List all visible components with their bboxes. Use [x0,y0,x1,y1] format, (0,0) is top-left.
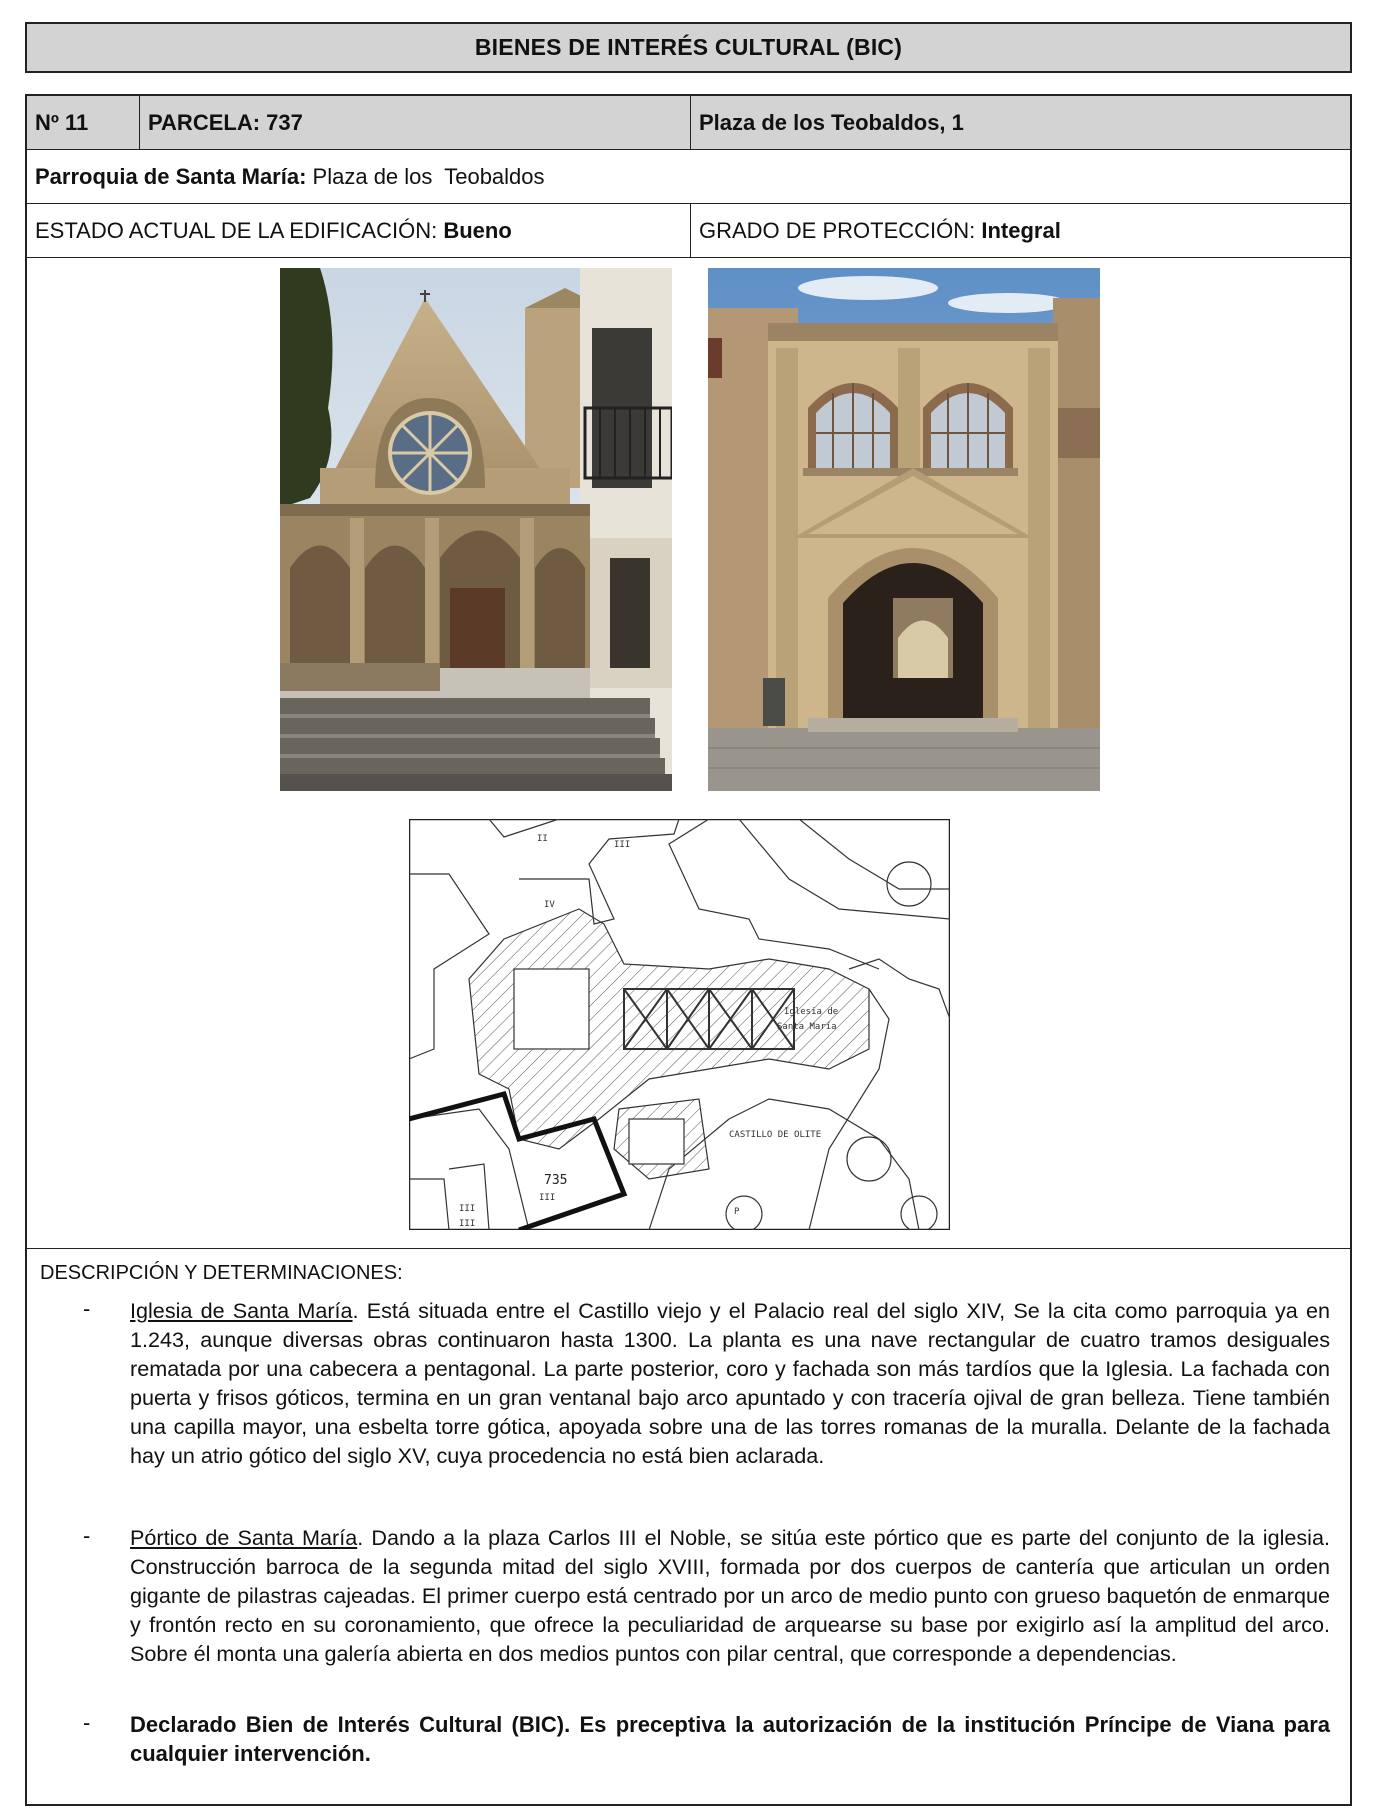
bullet-dash: - [83,1523,91,1548]
map-label-iv: IV [544,900,555,910]
record-card [25,94,1352,1806]
grado-value: Integral [981,217,1061,243]
record-header-row [27,96,1350,150]
map-label-ii: II [537,834,548,844]
map-label-735: 735 [544,1173,568,1188]
estado-value: Bueno [443,217,512,243]
images-area [27,258,1350,1249]
item-body: Declarado Bien de Interés Cultural (BIC). Es preceptiva la autorización de la institución Príncipe de Viana para cualquier intervención. [130,1712,1330,1766]
parcela: PARCELA: 737 [140,96,691,149]
cadastral-map [409,819,950,1230]
map-label-santa-maria: Santa María [777,1022,837,1032]
item-body: . Está situada entre el Castillo viejo y el Palacio real del siglo XIV, Se la cita como parroquia ya en 1.243, aunque diversas obras continuaron hasta 1300. La planta es una nave rectangular de cuatro tramos desiguales rematada por una cabecera a pentagonal. La parte posterior, coro y fachada son más tardíos que la Iglesia. La fachada con puerta y frisos góticos, termina en un gran ventanal bajo arco apuntado y con tracería ojival de gran belleza. Tiene también una capilla mayor, una esbelta torre gótica, apoyada sobre una de las torres romanas de la muralla. Delante de la fachada hay un atrio gótico del siglo XV, cuya procedencia no está bien aclarada. [130,1298,1330,1468]
address: Plaza de los Teobaldos, 1 [699,109,964,135]
map-label-iii-bottom: III [459,1219,476,1229]
map-label-castillo: CASTILLO DE OLITE [729,1130,822,1140]
name-row [27,150,1350,204]
map-label-iii-parcel: III [539,1193,556,1203]
grado-label: GRADO DE PROTECCIÓN: [699,217,976,243]
estado-label: ESTADO ACTUAL DE LA EDIFICACIÓN: [35,217,438,243]
name-value: Plaza de los Teobaldos [312,163,545,189]
bullet-dash: - [83,1296,91,1321]
description-heading: DESCRIPCIÓN Y DETERMINACIONES: [40,1262,403,1284]
portico-photo [708,268,1100,791]
item-title: Iglesia de Santa María [130,1298,353,1323]
map-label-iii-top: III [614,840,631,850]
item-title: Pórtico de Santa María [130,1525,358,1550]
record-number: Nº 11 [27,96,140,149]
church-facade-photo [280,268,672,791]
item-body: . Dando a la plaza Carlos III el Noble, se sitúa este pórtico que es parte del conjunto de la iglesia. Construcción barroca de la segunda mitad del siglo XVIII, formada por dos cuerpos de cantería que articulan un orden gigante de pilastras cajeadas. El primer cuerpo está centrado por un arco de medio punto con grueso baquetón de enmarque y frontón recto en su coronamiento, que ofrece la peculiaridad de arquearse su base por exigirlo así la amplitud del arco. Sobre él monta una galería abierta en dos medios puntos con pilar central, que corresponde a dependencias. [130,1525,1330,1666]
map-label-iglesia: Iglesia de [784,1007,839,1017]
map-label-iii-lower: III [459,1204,476,1214]
status-row [27,204,1350,258]
page-title: BIENES DE INTERÉS CULTURAL (BIC) [25,22,1352,73]
bullet-dash: - [83,1710,91,1735]
name-label: Parroquia de Santa María: [35,163,307,189]
map-label-p: P [734,1207,740,1217]
